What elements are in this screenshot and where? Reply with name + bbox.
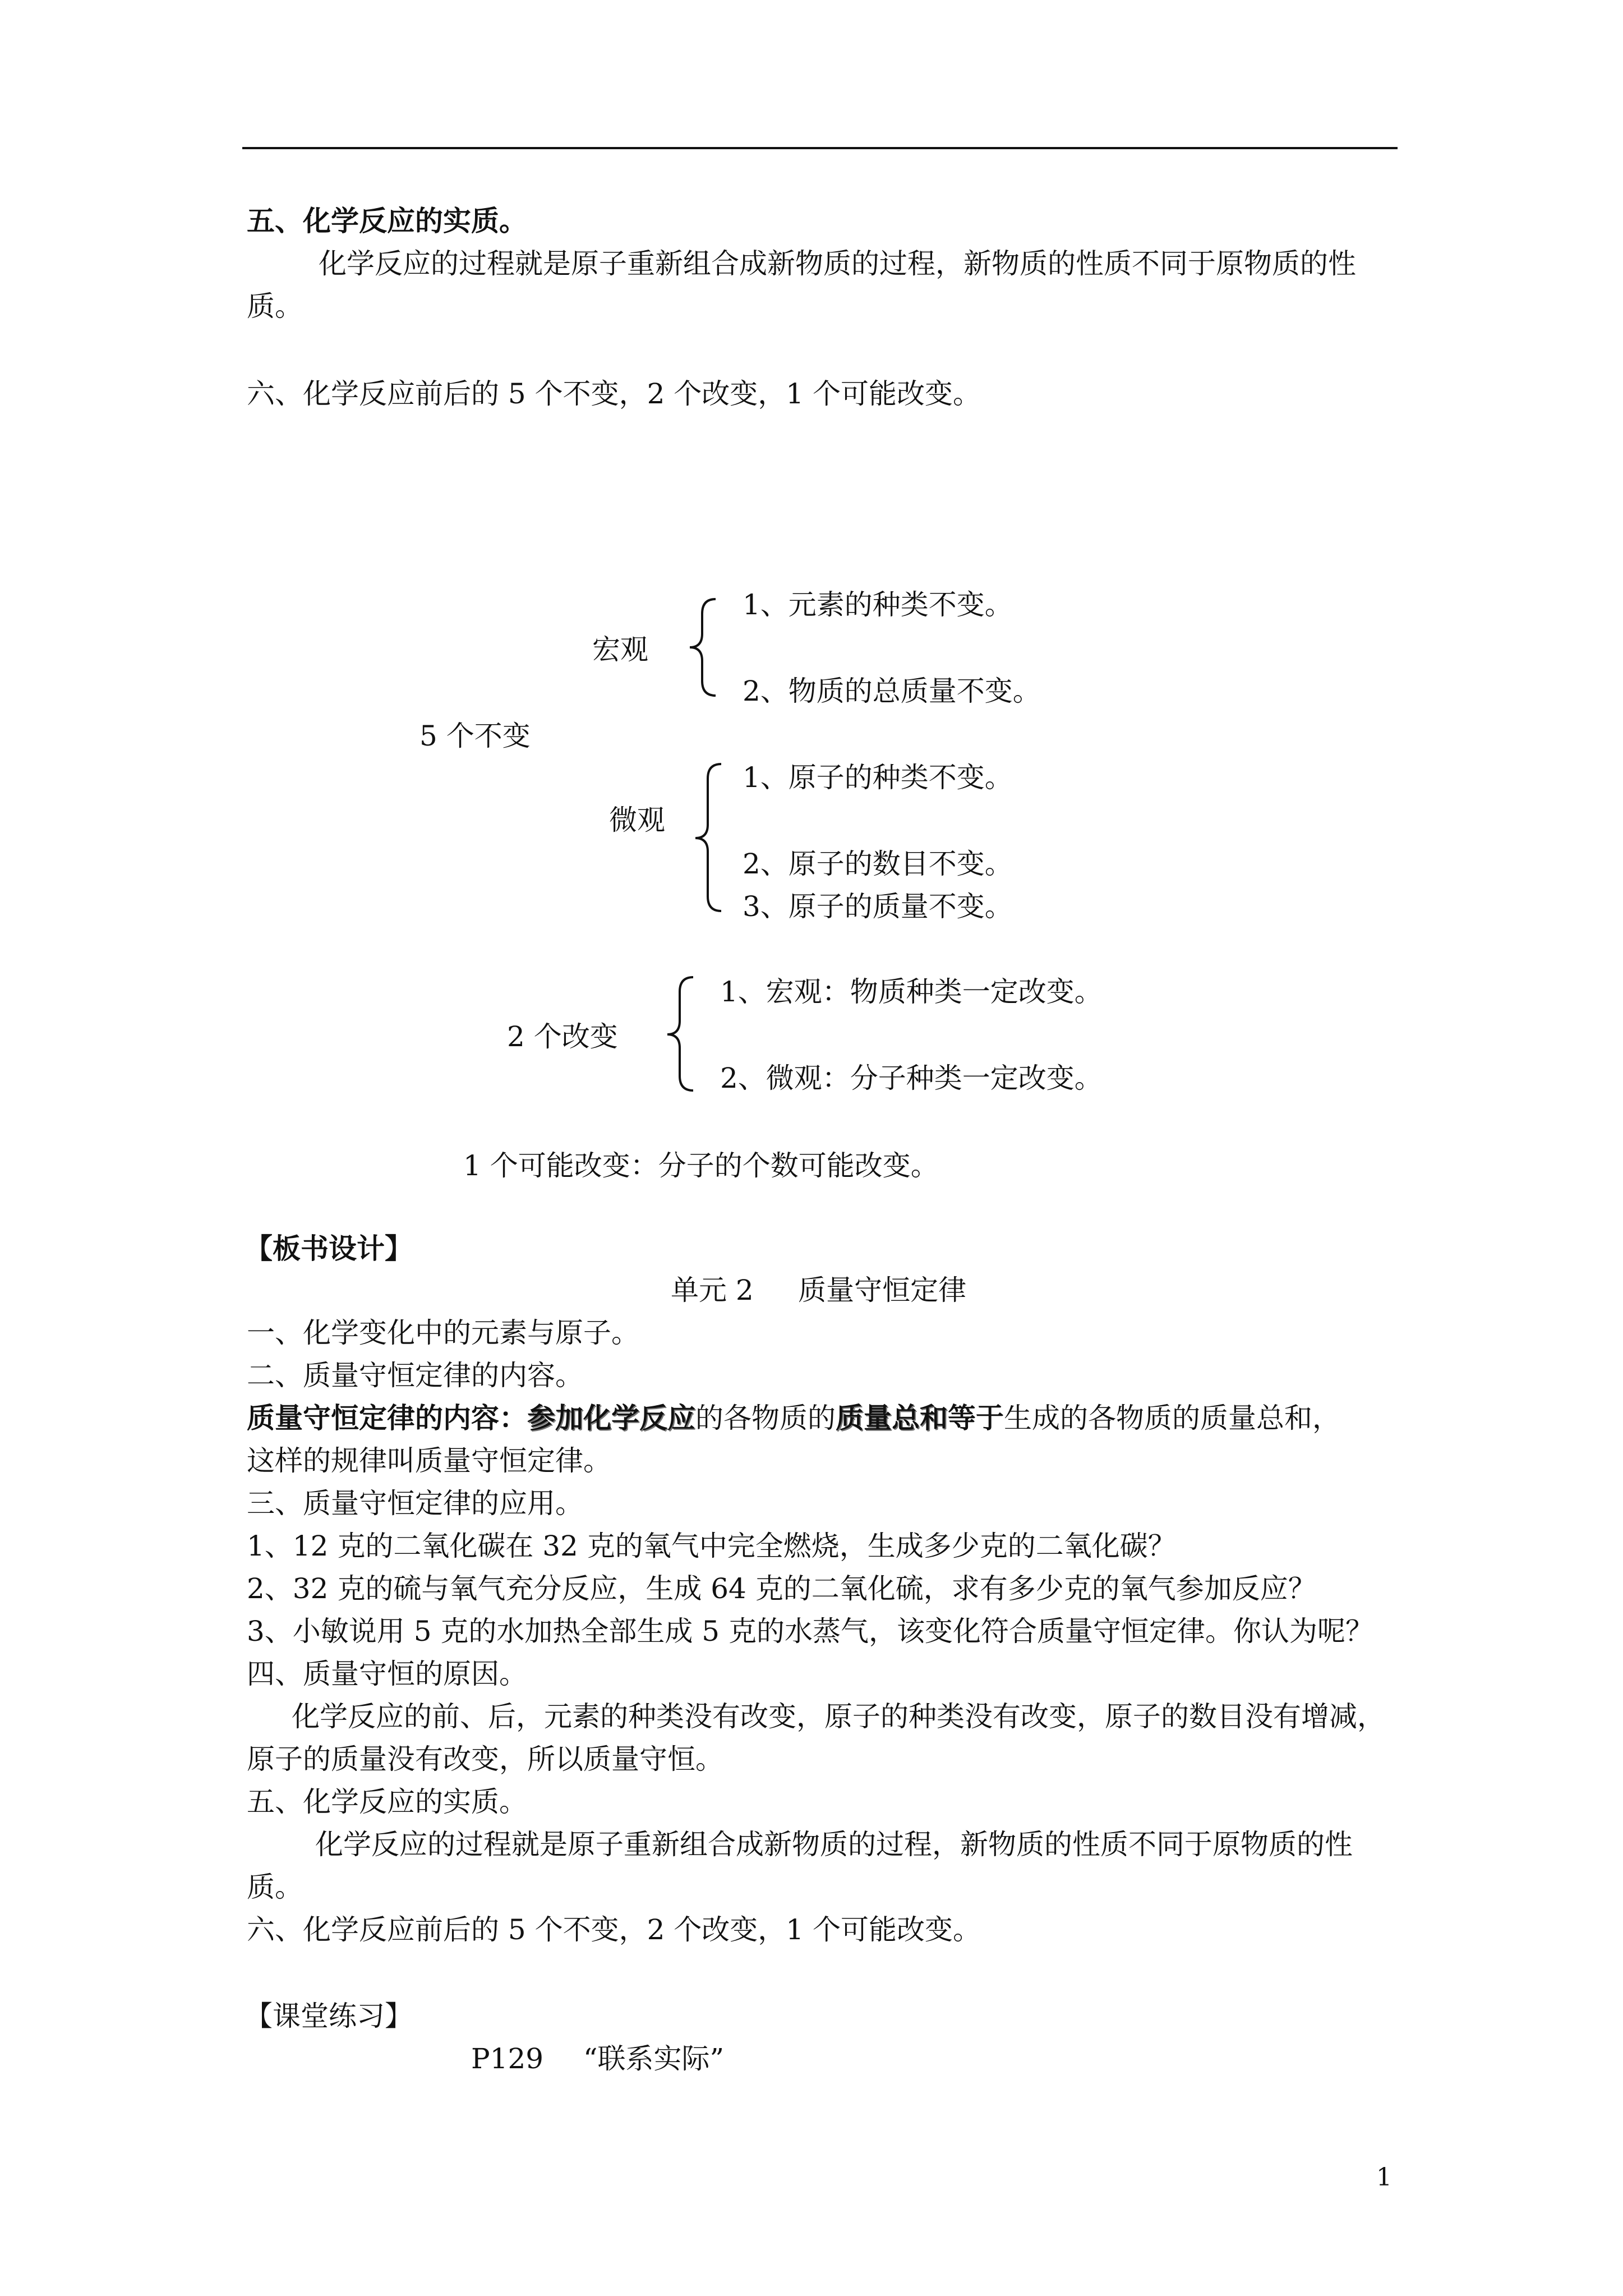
two-changed-item-2: 2、微观：分子种类一定改变。: [720, 1062, 1103, 1094]
micro-item-1: 1、原子的种类不变。: [743, 761, 1013, 794]
law-statement-line-2: 这样的规律叫质量守恒定律。: [247, 1444, 611, 1477]
macro-item-1: 1、元素的种类不变。: [743, 588, 1013, 621]
board-line-3: 三、质量守恒定律的应用。: [247, 1487, 583, 1520]
law-rest: 生成的各物质的质量总和，: [1004, 1402, 1340, 1434]
practice-page-ref: P129: [471, 2042, 544, 2075]
board-heading: 【板书设计】: [245, 1232, 413, 1265]
board-line-2: 二、质量守恒定律的内容。: [247, 1359, 583, 1392]
question-2: 2、32 克的硫与氧气充分反应，生成 64 克的二氧化硫，求有多少克的氧气参加反应？: [247, 1572, 1316, 1605]
essence-line-1: 化学反应的过程就是原子重新组合成新物质的过程，新物质的性质不同于原物质的性: [315, 1828, 1353, 1861]
section-5-paragraph-line2: 质。: [247, 290, 303, 323]
two-changed-item-1: 1、宏观：物质种类一定改变。: [720, 976, 1103, 1008]
essence-line-2: 质。: [247, 1871, 303, 1903]
question-1: 1、12 克的二氧化碳在 32 克的氧气中完全燃烧，生成多少克的二氧化碳？: [247, 1530, 1176, 1562]
macro-brace: [686, 597, 720, 698]
section-6-heading: 六、化学反应前后的 5 个不变，2 个改变，1 个可能改变。: [247, 378, 981, 410]
two-changed-brace: [664, 975, 698, 1093]
law-mid: 的各物质的: [695, 1402, 836, 1434]
section-5-heading: 五、化学反应的实质。: [247, 204, 527, 237]
board-line-4: 四、质量守恒的原因。: [247, 1658, 527, 1690]
two-changed-label: 2 个改变: [507, 1020, 618, 1053]
law-emph-mass-total: 质量总和: [836, 1401, 948, 1434]
board-line-6: 六、化学反应前后的 5 个不变，2 个改变，1 个可能改变。: [247, 1913, 981, 1946]
board-title: 单元 2 质量守恒定律: [671, 1274, 967, 1306]
practice-topic: “联系实际”: [583, 2042, 725, 2075]
one-possible-change: 1 个可能改变：分子的个数可能改变。: [463, 1149, 939, 1182]
question-3: 3、小敏说用 5 克的水加热全部生成 5 克的水蒸气，该变化符合质量守恒定律。你认为呢？: [247, 1615, 1374, 1648]
micro-label: 微观: [609, 804, 665, 836]
micro-item-2: 2、原子的数目不变。: [743, 848, 1013, 880]
law-emph-participating: 参加化学反应: [527, 1401, 695, 1434]
five-unchanged-label: 5 个不变: [419, 720, 531, 752]
header-rule: [242, 147, 1398, 149]
macro-label: 宏观: [592, 633, 648, 666]
section-5-paragraph-line1: 化学反应的过程就是原子重新组合成新物质的过程，新物质的性质不同于原物质的性: [319, 247, 1356, 280]
practice-heading: 【课堂练习】: [245, 2000, 413, 2032]
micro-item-3: 3、原子的质量不变。: [743, 890, 1013, 923]
law-label: 质量守恒定律的内容：: [247, 1401, 527, 1434]
law-emph-equals: 等于: [948, 1401, 1004, 1434]
board-line-1: 一、化学变化中的元素与原子。: [247, 1317, 639, 1349]
reason-line-2: 原子的质量没有改变，所以质量守恒。: [247, 1743, 723, 1775]
law-statement: [247, 1401, 1340, 1435]
macro-item-2: 2、物质的总质量不变。: [743, 675, 1041, 707]
reason-line-1: 化学反应的前、后，元素的种类没有改变，原子的种类没有改变，原子的数目没有增减，: [292, 1700, 1385, 1733]
page-number: 1: [1376, 2163, 1392, 2192]
board-line-5: 五、化学反应的实质。: [247, 1786, 527, 1818]
micro-brace: [692, 762, 726, 913]
